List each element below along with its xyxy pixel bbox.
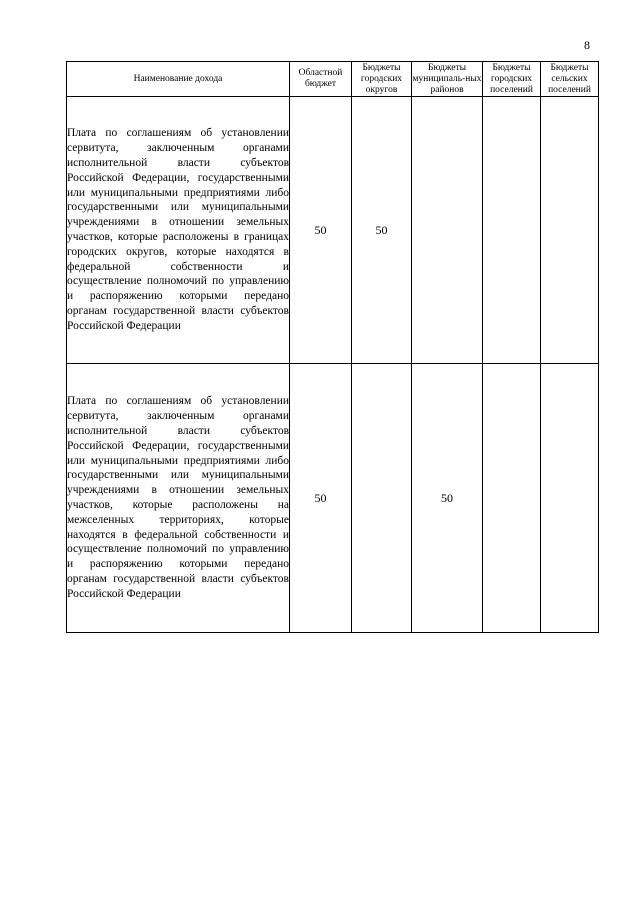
municipal-districts-value-cell: 50 [412, 364, 483, 633]
header-income-name: Наименование дохода [67, 62, 290, 97]
header-rural-settlements-budgets: Бюджеты сельских поселений [541, 62, 599, 97]
page-number: 8 [584, 38, 590, 52]
table-row [67, 97, 599, 364]
regional-value-cell: 50 [290, 97, 352, 364]
rural-settlements-value-cell [541, 97, 599, 364]
table-row [67, 364, 599, 633]
city-districts-value-cell: 50 [352, 97, 412, 364]
urban-settlements-value-cell [483, 97, 541, 364]
header-urban-settlements-budgets: Бюджеты городских поселений [483, 62, 541, 97]
city-districts-value-cell [352, 364, 412, 633]
income-name-cell: Плата по соглашениям об установлении сервитута, заключенным органами исполнительной власти субъектов Российской Федерации, государственными или муниципальными предприятиями либо государственными или муниципальными учреждениями в отношении земельных участков, которые расположены в границах городских округов, которые находятся в федеральной собственности и осуществление полномочий по управлению и распоряжению которыми передано органам государственной власти субъектов Российской Федерации [67, 97, 290, 364]
header-regional-budget: Областной бюджет [290, 62, 352, 97]
header-city-districts-budgets: Бюджеты городских округов [352, 62, 412, 97]
rural-settlements-value-cell [541, 364, 599, 633]
urban-settlements-value-cell [483, 364, 541, 633]
regional-value-cell: 50 [290, 364, 352, 633]
table-header-row [67, 62, 599, 97]
income-distribution-table [66, 61, 599, 633]
municipal-districts-value-cell [412, 97, 483, 364]
income-name-cell: Плата по соглашениям об установлении сервитута, заключенным органами исполнительной власти субъектов Российской Федерации, государственными или муниципальными предприятиями либо государственными или муниципальными учреждениями в отношении земельных участков, которые расположены на межселенных территориях, которые находятся в федеральной собственности и осуществление полномочий по управлению и распоряжению которыми передано органам государственной власти субъектов Российской Федерации [67, 364, 290, 633]
header-municipal-districts-budgets: Бюджеты муниципаль-ных районов [412, 62, 482, 95]
